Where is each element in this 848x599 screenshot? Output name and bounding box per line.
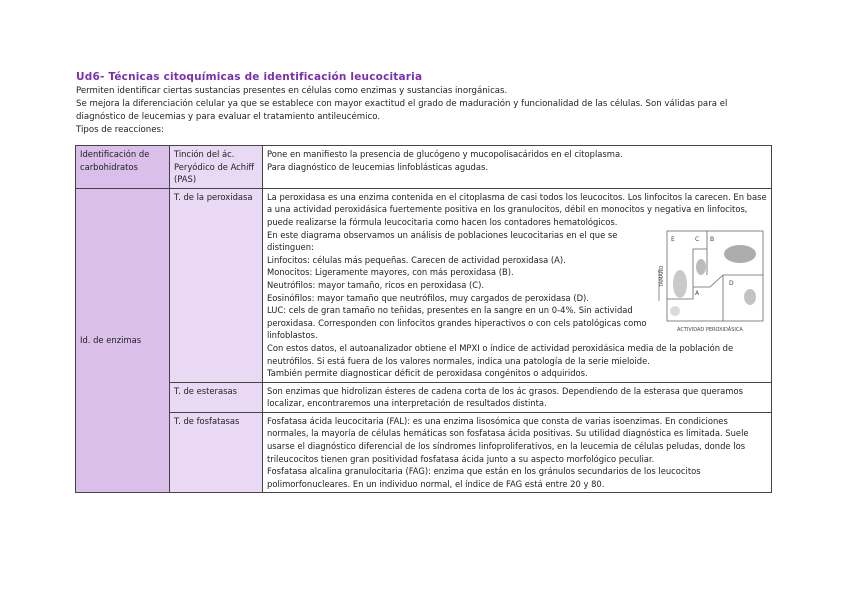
monocyte-cluster <box>696 259 706 275</box>
reactions-table <box>75 145 772 493</box>
description-line: Pone en manifiesto la presencia de glucógeno y mucopolisacáridos en el citoplasma. <box>267 149 623 159</box>
description-line: En este diagrama observamos un análisis de poblaciones leucocitarias en el que se distinguen: <box>267 229 618 253</box>
description-line: LUC: cels de gran tamaño no teñidas, presentes en la sangre en un 0-4%. Sin actividad peroxidasa. Corresponden con linfocitos grandes hiperactivos o con cels patológicas como linfoblastos. <box>267 305 647 341</box>
description-cell: Son enzimas que hidrolizan ésteres de cadena corta de los ác grasos. Dependiendo de la esterasa que queramos localizar, encontraremos una interpretación de resultados distinta. <box>263 382 772 412</box>
description-line: Con estos datos, el autoanalizador obtiene el MPXI o índice de actividad peroxidásica media de la población de neutrófilos. Si está fuera de los valores normales, indica una patología de la serie mieloide. <box>267 342 734 366</box>
description-line: Linfocitos: células más pequeñas. Carecen de actividad peroxidasa (A). <box>267 254 566 265</box>
region-label-b: B <box>710 235 715 243</box>
region-label-d: D <box>729 279 734 287</box>
description-line: Fosfatasa alcalina granulocitaria (FAG): enzima que están en los gránulos secundarios de los leucocitos polimorfonucleares. En un individuo normal, el índice de FAG está entre 20 y 80. <box>267 466 701 489</box>
region-label-e: E <box>671 235 675 243</box>
description-line: Fosfatasa ácida leucocitaria (FAL): es una enzima lisosómica que consta de varias isoenzimas. En condiciones normales, la mayoría de células hemáticas son fosfatasa ácida positivas. Su utilidad diagnóstica es limitada. Suele usarse el diagnóstico diferencial de los síndromes linfoproliferativos, en la leucemia de células peludas, donde los trileucocitos tienen gran positividad fosfatasa ácida junto a su aspecto morfológico peculiar. <box>267 415 749 464</box>
intro-paragraph: Tipos de reacciones: <box>76 125 164 135</box>
region-label-a: A <box>695 289 700 297</box>
description-cell <box>263 188 772 382</box>
description-cell <box>263 412 772 493</box>
table-row <box>76 146 772 189</box>
description-line: Neutrófilos: mayor tamaño, ricos en peroxidasa (C). <box>267 279 485 290</box>
eosinophil-cluster <box>744 289 756 305</box>
description-line: Eosinófilos: mayor tamaño que neutrófilos, muy cargados de peroxidasa (D). <box>267 292 589 303</box>
intro-text <box>76 85 776 137</box>
peroxidase-scatter-chart <box>655 229 765 339</box>
category-cell: Identificación de carbohidratos <box>76 146 170 189</box>
technique-cell: T. de esterasas <box>170 382 263 412</box>
y-axis-label: TAMAÑO <box>659 265 665 287</box>
description-line: La peroxidasa es una enzima contenida en el citoplasma de casi todos los leucocitos. Los linfocitos la carecen. En base a una actividad peroxidásica fuertemente positiva en los granulocitos, débil en monocitos y negativa en linfocitos, puede realizarse la fórmula leucocitaria como hacen los contadores hematológicos. <box>267 191 767 227</box>
luc-cluster <box>670 306 680 316</box>
description-line: Monocitos: Ligeramente mayores, con más peroxidasa (B). <box>267 267 514 278</box>
technique-cell: T. de la peroxidasa <box>170 188 263 382</box>
description-line: Para diagnóstico de leucemias linfoblásticas agudas. <box>267 161 489 172</box>
table-row <box>76 382 772 412</box>
technique-cell: T. de fosfatasas <box>170 412 263 493</box>
category-cell: Id. de enzimas <box>76 188 170 493</box>
lymphocyte-cluster <box>673 270 687 298</box>
technique-cell: Tinción del ác. Peryódico de Achiff (PAS) <box>170 146 263 189</box>
description-cell <box>263 146 772 189</box>
description-line: También permite diagnosticar déficit de peroxidasa congénitos o adquiridos. <box>267 368 588 379</box>
table-row <box>76 412 772 493</box>
intro-paragraph: Se mejora la diferenciación celular ya que se establece con mayor exactitud el grado de maduración y funcionalidad de las células. Son válidas para el diagnóstico de leucemias y para evaluar el tratamiento antileucémico. <box>76 99 728 122</box>
region-label-c: C <box>695 235 700 243</box>
page-title: Ud6- Técnicas citoquímicas de identificación leucocitaria <box>76 71 423 83</box>
table-row <box>76 188 772 382</box>
x-axis-label: ACTIVIDAD PEROXIDÁSICA <box>677 326 743 333</box>
peroxidase-diagram <box>655 229 765 339</box>
neutrophil-cluster <box>724 245 756 263</box>
intro-paragraph: Permiten identificar ciertas sustancias presentes en células como enzimas y sustancias inorgánicas. <box>76 86 508 96</box>
